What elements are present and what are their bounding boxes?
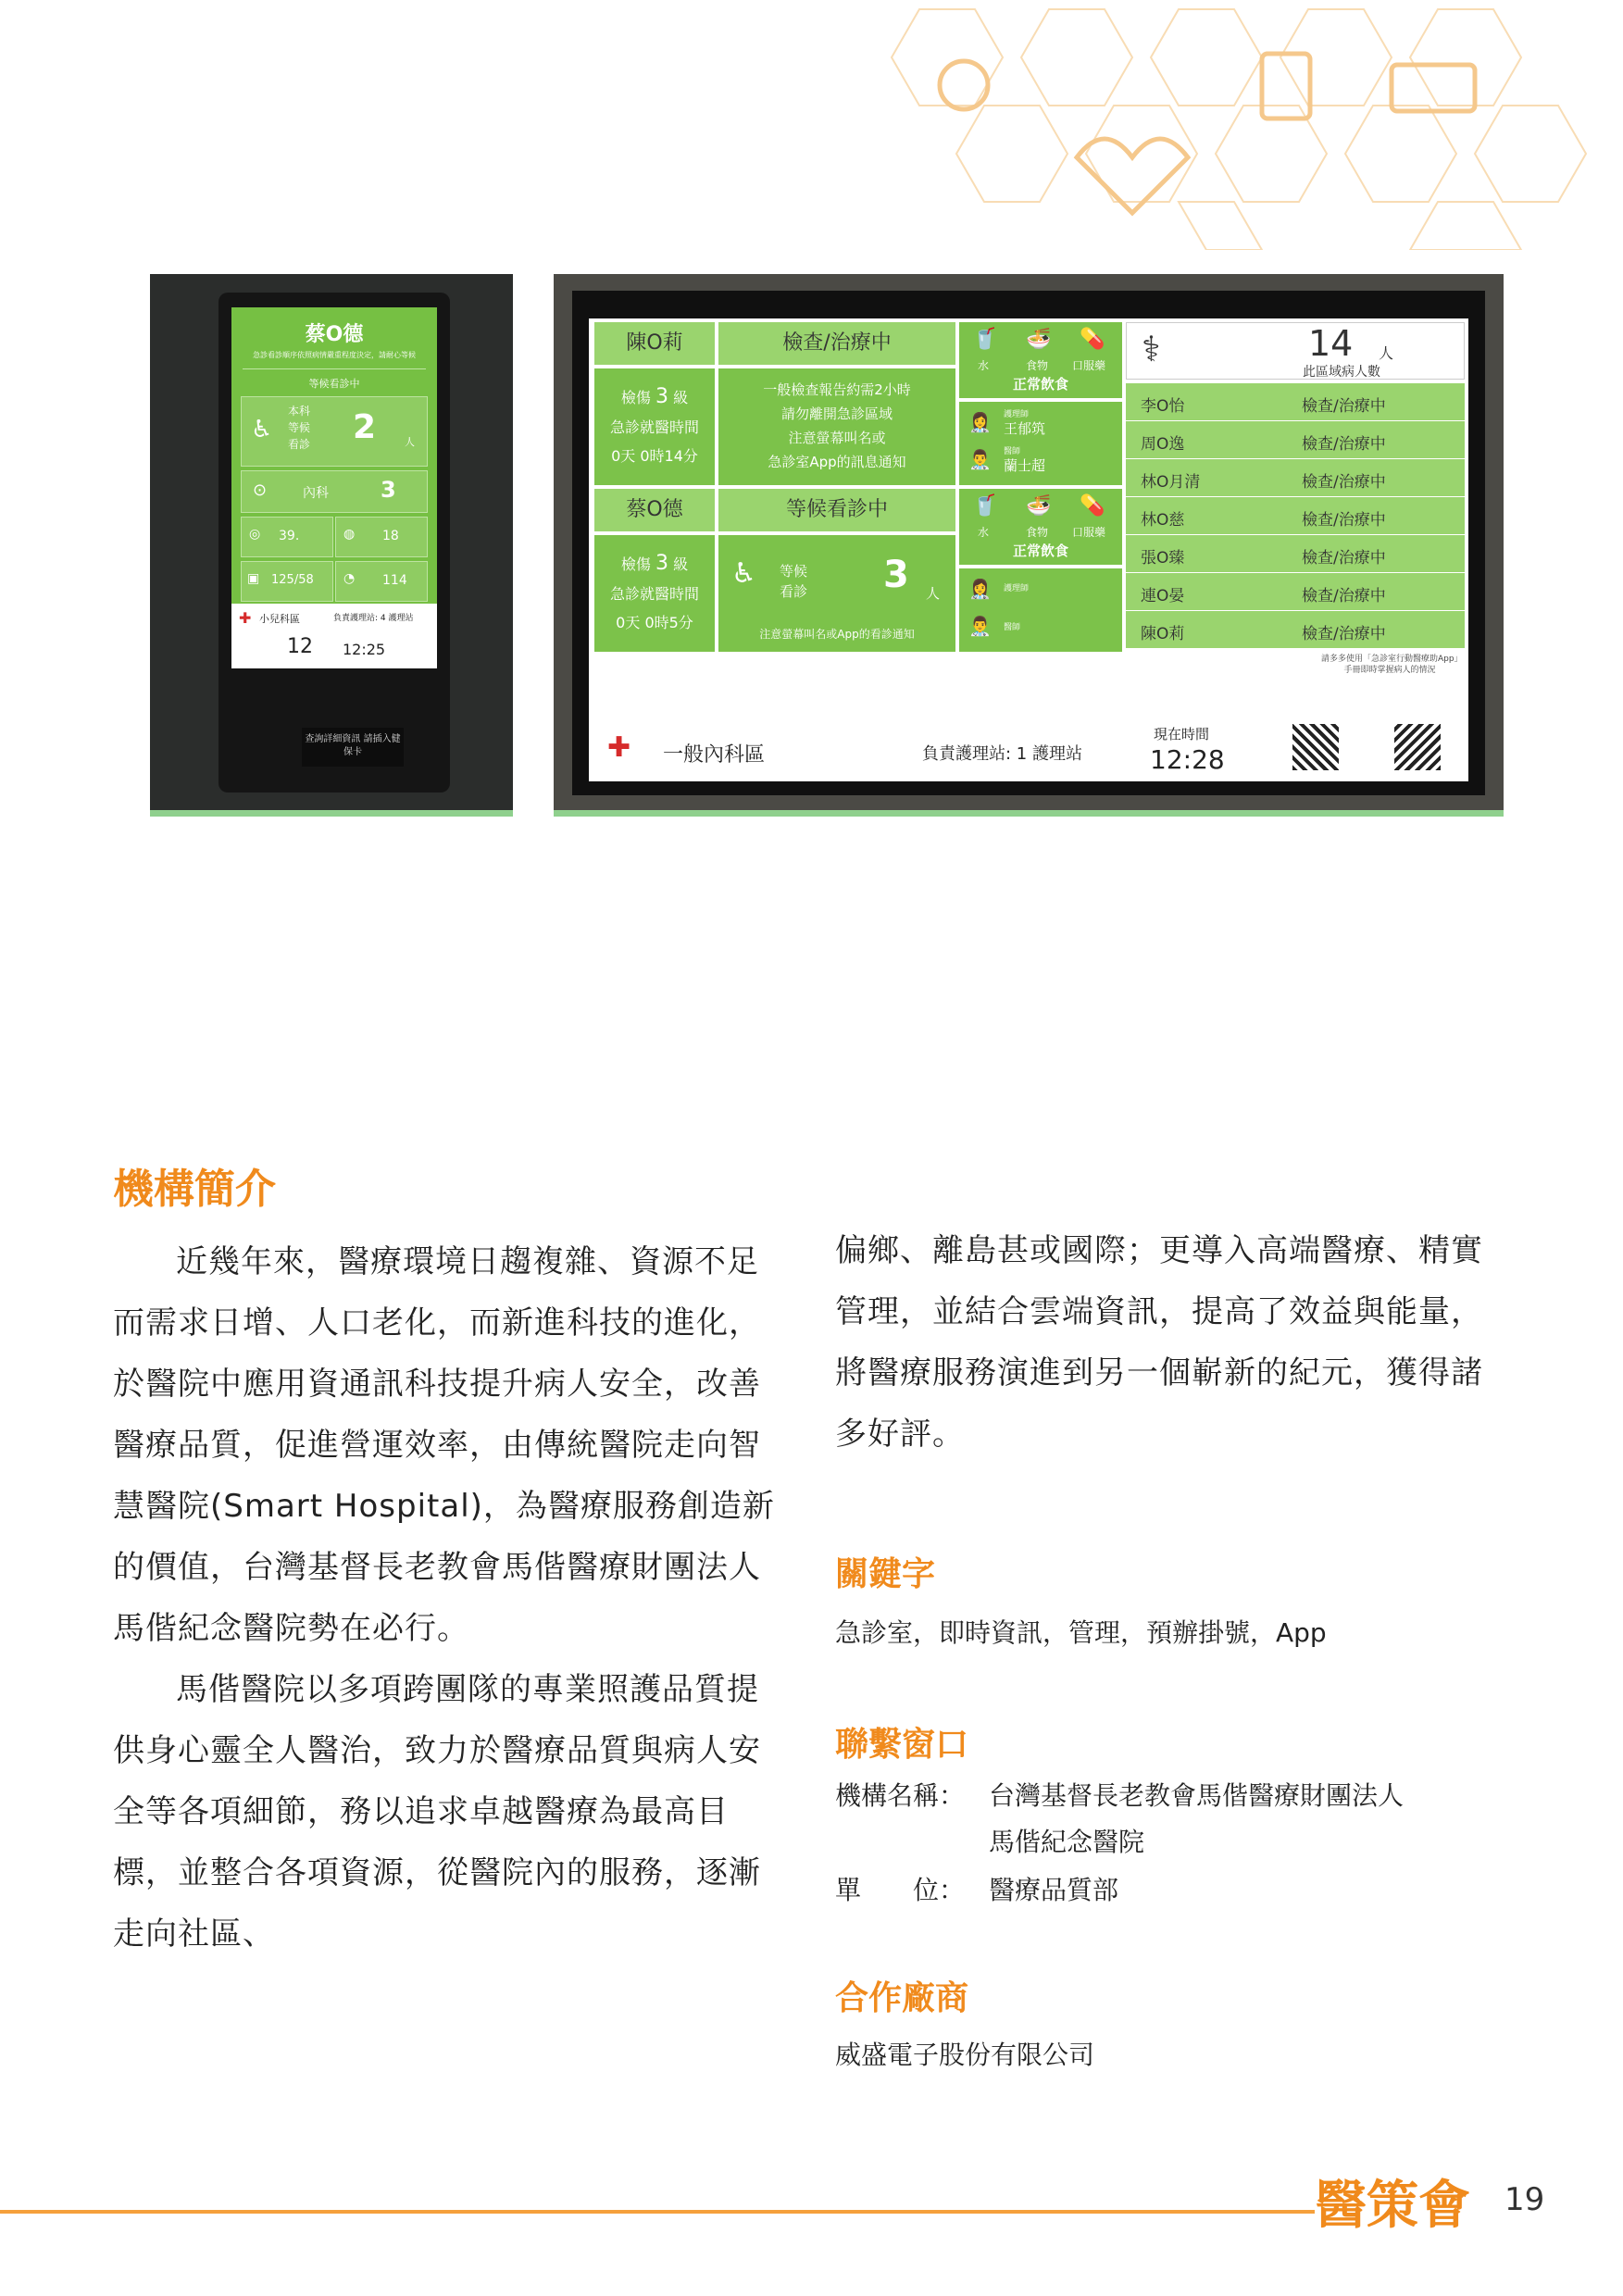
iv-drip-icon: ⚕ [1142,329,1161,369]
hospital-cross-icon: ✚ [239,609,252,627]
area-list-status: 檢查/治療中 [1302,549,1386,568]
kiosk-queue-count: 2 [353,408,377,446]
kiosk-wait-count: 12 [287,635,313,658]
cup-icon: 🥤 [972,494,998,518]
blood-pressure-icon: ▣ [247,571,260,586]
monitor-station: 負責護理站: 1 護理站 [922,744,1082,764]
app-hint: 請多多使用「急診室行動醫療助App」手冊即時掌握病人的情況 [1320,655,1459,675]
area-list-name: 李O怡 [1141,397,1185,416]
patient2-wait: ♿ 等候 看診 3 人 注意螢幕叫名或App的看診通知 [718,535,955,652]
monitor-device [572,291,1485,795]
patient2-status: 等候看診中 [718,489,955,531]
contact-org-line1: 台灣基督長老教會馬偕醫療財團法人 [989,1780,1405,1811]
contact-org-label: 機構名稱： [835,1780,966,1811]
area-list-name: 張O臻 [1141,549,1185,568]
area-list-name: 林O月清 [1141,473,1201,492]
kiosk-screen [231,307,437,668]
monitor-time: 12:28 [1150,744,1225,775]
bowl-icon: 🍜 [1026,494,1052,518]
partner-name: 威盛電子股份有限公司 [835,2040,1095,2070]
kiosk-dept-count: 3 [381,477,396,503]
stethoscope-icon: ⊙ [253,480,268,500]
patient2-diet: 🥤 🍜 💊 水 食物 口服藥 正常飲食 [959,489,1122,565]
ambulance-icon [1392,65,1475,111]
patient1-name: 陳O莉 [594,322,715,365]
area-list-status: 檢查/治療中 [1302,587,1386,605]
doctor-icon: 👨‍⚕️ [968,615,992,637]
intro-paragraph-2: 馬偕醫院以多項跨團隊的專業照護品質提供身心靈全人醫治，致力於醫療品質與病人安全等各項細節，務以追求卓越醫療為最高目標，並整合各項資源，從醫院內的服務，逐漸走向社區、 [113,1671,761,1953]
kiosk-temp: 39. [279,529,300,543]
photo-monitor [554,274,1504,817]
monitor-area-name: 一般內科區 [663,743,766,767]
patient2-triage: 檢傷 3 級 急診就醫時間 0天 0時5分 [594,535,715,652]
patient2-name: 蔡O德 [594,489,715,531]
clipboard-icon [1262,54,1310,119]
patient1-notice: 一般檢查報告約需2小時 請勿離開急診區域 注意螢幕叫名或 急診室App的訊息通知 [718,368,955,485]
patient1-triage: 檢傷 3 級 急診就醫時間 0天 0時14分 [594,368,715,485]
patient1-staff: 👩‍⚕️ 護理師 王郁筑 👨‍⚕️ 醫師 蘭士超 [959,402,1122,485]
section-title-contact: 聯繫窗口 [835,1726,969,1764]
area-list-status: 檢查/治療中 [1302,625,1386,643]
kiosk-queue-label-3: 看診 [288,438,311,451]
monitor-footer [589,718,1468,781]
kiosk-dept-tile [241,470,428,513]
area-list-row [1126,459,1465,497]
intro-left-column [113,1231,789,1965]
doctor-icon: 👨‍⚕️ [968,448,992,470]
kiosk-vitals-tile-1 [241,517,333,557]
area-list-name: 林O慈 [1141,511,1185,530]
contact-unit-label: 單 位： [835,1875,966,1905]
patient-seat-icon: ♿ [731,557,756,590]
nurse-icon: 👩‍⚕️ [968,578,992,600]
area-list-status: 檢查/治療中 [1302,473,1386,492]
kiosk-pulse: 18 [382,529,399,543]
hexagon-decoration [864,0,1623,250]
monitor-screen [589,318,1468,781]
kiosk-queue-tile [241,396,428,467]
pill-icon: 💊 [1080,494,1105,518]
kiosk-device [218,293,450,792]
intro-paragraph-1: 近幾年來，醫療環境日趨複雜、資源不足而需求日增、人口老化，而新進科技的進化，於醫院中應用資通訊科技提升病人安全，改善醫療品質，促進營運效率，由傳統醫院走向智慧醫院(Smart Hospital)，為醫療服務創造新的價值，台灣基督長老教會馬偕醫療財團法人馬偕紀念醫院勢在必行。 [113,1243,775,1647]
brand-logo: 醫策會 [1315,2175,1470,2236]
kiosk-queue-unit: 人 [405,436,415,448]
kiosk-patient-name: 蔡O德 [305,323,364,346]
keywords-text: 急診室，即時資訊，管理，預辦掛號，App [835,1617,1327,1648]
area-list-row [1126,497,1465,535]
area-count-panel: ⚕ 14 人 此區域病人數 [1126,322,1465,380]
oxygen-icon: ◔ [343,571,356,586]
kiosk-time: 12:25 [343,641,386,658]
area-list-row [1126,383,1465,421]
kiosk-vitals-tile-2 [335,517,428,557]
patient1-diet: 🥤 🍜 💊 水 食物 口服藥 正常飲食 [959,322,1122,398]
patient1-status: 檢查/治療中 [718,322,955,365]
kiosk-bp: 125/58 [271,573,314,587]
kiosk-station: 負責護理站: 4 護理站 [333,614,414,623]
area-list-row [1126,535,1465,573]
section-title-intro: 機構簡介 [113,1166,276,1213]
hospital-cross-icon: ✚ [607,731,631,764]
page-number: 19 [1504,2181,1545,2218]
kiosk-dept: 內科 [303,486,329,501]
kiosk-subtitle: 急診看診順序依照病情嚴重程度決定，請耐心等候 [253,351,416,359]
nurse-icon: 👩‍⚕️ [968,411,992,433]
area-list-row [1126,421,1465,459]
patient-seat-icon: ♿ [251,416,273,443]
area-patient-list [1126,383,1465,652]
area-list-status: 檢查/治療中 [1302,397,1386,416]
contact-org-line2: 馬偕紀念醫院 [989,1827,1145,1857]
intro-paragraph-3: 偏鄉、離島甚或國際；更導入高端醫療、精實管理，並結合雲端資訊，提高了效益與能量，將醫療服務演進到另一個嶄新的紀元，獲得諸多好評。 [835,1232,1483,1453]
thermometer-icon: ◎ [249,527,261,542]
kiosk-vitals-tile-3 [241,561,333,602]
bowl-icon: 🍜 [1026,328,1052,351]
area-list-name: 陳O莉 [1141,625,1185,643]
area-list-status: 檢查/治療中 [1302,435,1386,454]
intro-right-column [835,1220,1511,1465]
section-title-partner: 合作廠商 [835,1979,969,2017]
kiosk-spo2: 114 [382,573,407,588]
patient2-staff: 👩‍⚕️ 護理師 👨‍⚕️ 醫師 [959,568,1122,652]
stethoscope-icon [940,61,988,109]
photo-kiosk [150,274,513,817]
footer-rule [0,2210,1315,2214]
section-title-keywords: 關鍵字 [835,1555,936,1593]
pill-icon: 💊 [1080,328,1105,351]
area-list-row [1126,611,1465,649]
area-list-name: 連O晏 [1141,587,1185,605]
qr-code-icon [1292,724,1339,770]
monitor-time-label: 現在時間 [1154,726,1210,742]
kiosk-queue-label-2: 等候 [288,421,311,434]
kiosk-footer [231,604,437,668]
area-list-status: 檢查/治療中 [1302,511,1386,530]
contact-unit: 醫療品質部 [989,1875,1119,1905]
kiosk-waiting-label: 等候看診中 [308,378,360,390]
kiosk-insert-card-button: 查詢詳細資訊 請插入健保卡 [302,728,404,767]
kiosk-vitals-tile-4 [335,561,428,602]
area-list-name: 周O逸 [1141,435,1185,454]
kiosk-queue-label-1: 本科 [288,405,311,418]
area-list-row [1126,573,1465,611]
cup-icon: 🥤 [972,328,998,351]
kiosk-area: 小兒科區 [259,613,300,625]
lungs-icon: ◍ [343,527,356,542]
qr-code-icon [1394,724,1441,770]
